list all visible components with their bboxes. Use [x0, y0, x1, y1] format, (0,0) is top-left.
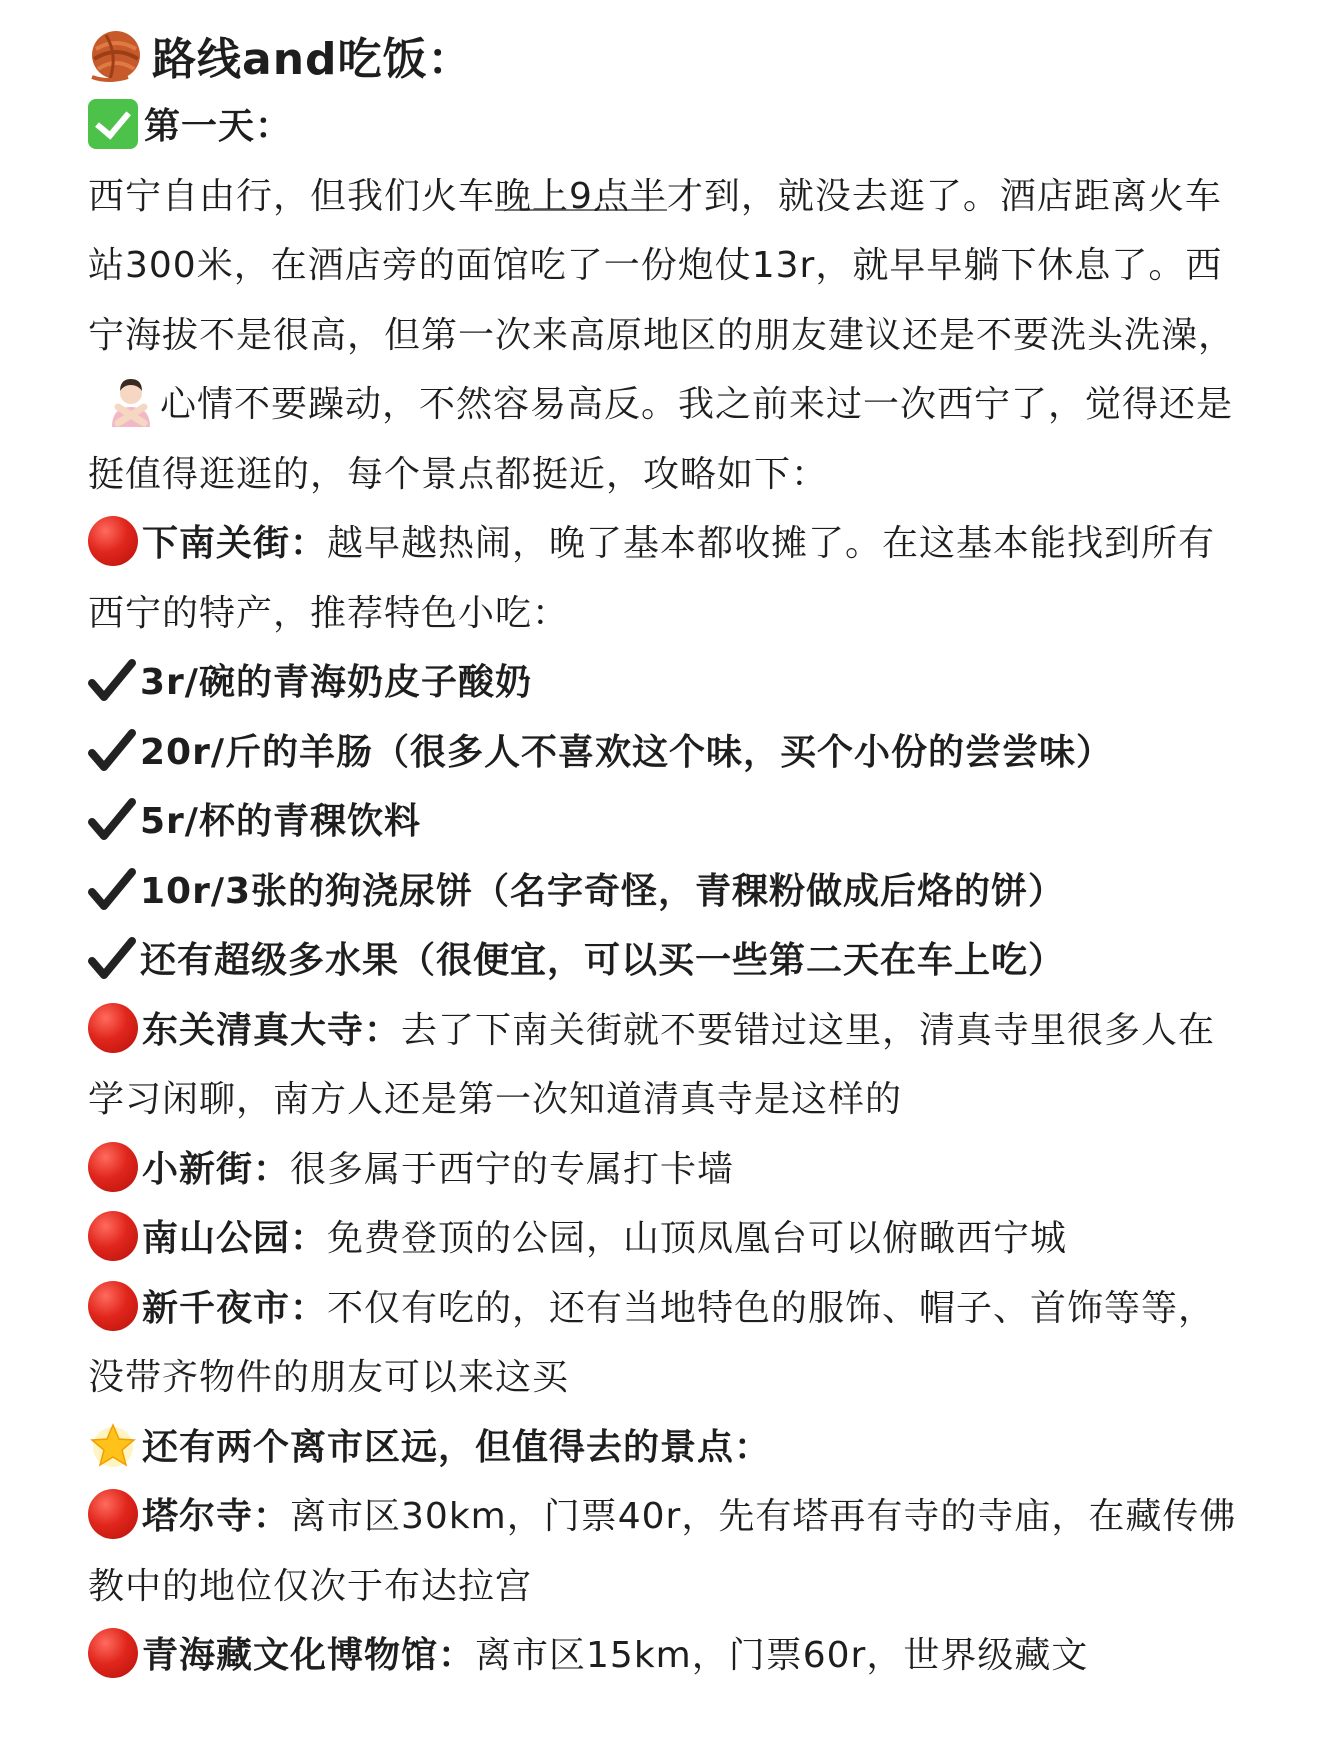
check-mark-icon [88, 933, 136, 983]
spot-taer-monastery: 塔尔寺：离市区30km，门票40r，先有塔再有寺的寺庙，在藏传佛教中的地位仅次于布达拉宫 [88, 1482, 1248, 1621]
list-item: 还有超级多水果（很便宜，可以买一些第二天在车上吃） [88, 926, 1268, 996]
spot-xianan-street: 下南关街：越早越热闹，晚了基本都收摊了。在这基本能找到所有西宁的特产，推荐特色小吃： [88, 509, 1248, 648]
heading-text: 路线and吃饭： [152, 34, 473, 85]
list-item: 20r/斤的羊肠（很多人不喜欢这个味，买个小份的尝尝味） [88, 718, 1268, 788]
red-circle-icon [88, 1489, 138, 1539]
list-item: 3r/碗的青海奶皮子酸奶 [88, 648, 1268, 718]
list-item: 5r/杯的青稞饮料 [88, 787, 1268, 857]
intro-paragraph: 西宁自由行，但我们火车晚上9点半才到，就没去逛了。酒店距离火车站300米，在酒店旁的面馆吃了一份炮仗13r，就早早躺下休息了。西宁海拔不是很高，但第一次来高原地区的朋友建议还是不要洗头洗澡，心情不要躁动，不然容易高反。我之前来过一次西宁了，觉得还是挺值得逛逛的，每个景点都挺近，攻略如下： [88, 175, 1236, 495]
spot-dongguan-mosque: 东关清真大寺：去了下南关街就不要错过这里，清真寺里很多人在学习闲聊，南方人还是第一次知道清真寺是这样的 [88, 996, 1248, 1135]
red-circle-icon [88, 1281, 138, 1331]
spot-tibetan-culture-museum: 青海藏文化博物馆：离市区15km，门票60r，世界级藏文 [88, 1621, 1268, 1691]
red-circle-icon [88, 1003, 138, 1053]
check-mark-icon [88, 655, 136, 705]
check-mark-icon [88, 864, 136, 914]
check-mark-button-icon [88, 99, 138, 149]
person-gesturing-no-icon [108, 377, 154, 427]
spot-xinqian-night-market: 新千夜市：不仅有吃的，还有当地特色的服饰、帽子、首饰等等，没带齐物件的朋友可以来这买 [88, 1274, 1248, 1413]
section-heading [88, 18, 1268, 92]
check-mark-icon [88, 794, 136, 844]
far-spots-heading: 还有两个离市区远，但值得去的景点： [88, 1413, 1268, 1483]
spot-nanshan-park: 南山公园：免费登顶的公园，山顶凤凰台可以俯瞰西宁城 [88, 1204, 1268, 1274]
list-item: 10r/3张的狗浇尿饼（名字奇怪，青稞粉做成后烙的饼） [88, 857, 1268, 927]
note-content [88, 18, 1268, 1691]
arrival-time: 晚上9点半 [495, 175, 667, 217]
day-one-label: 第一天： [88, 92, 1268, 162]
glowing-star-icon [88, 1420, 138, 1470]
red-circle-icon [88, 1628, 138, 1678]
spot-xiaoxin-street: 小新街：很多属于西宁的专属打卡墙 [88, 1135, 1268, 1205]
red-circle-icon [88, 1211, 138, 1261]
check-mark-icon [88, 725, 136, 775]
red-circle-icon [88, 516, 138, 566]
yarn-ball-icon [88, 27, 144, 83]
red-circle-icon [88, 1142, 138, 1192]
